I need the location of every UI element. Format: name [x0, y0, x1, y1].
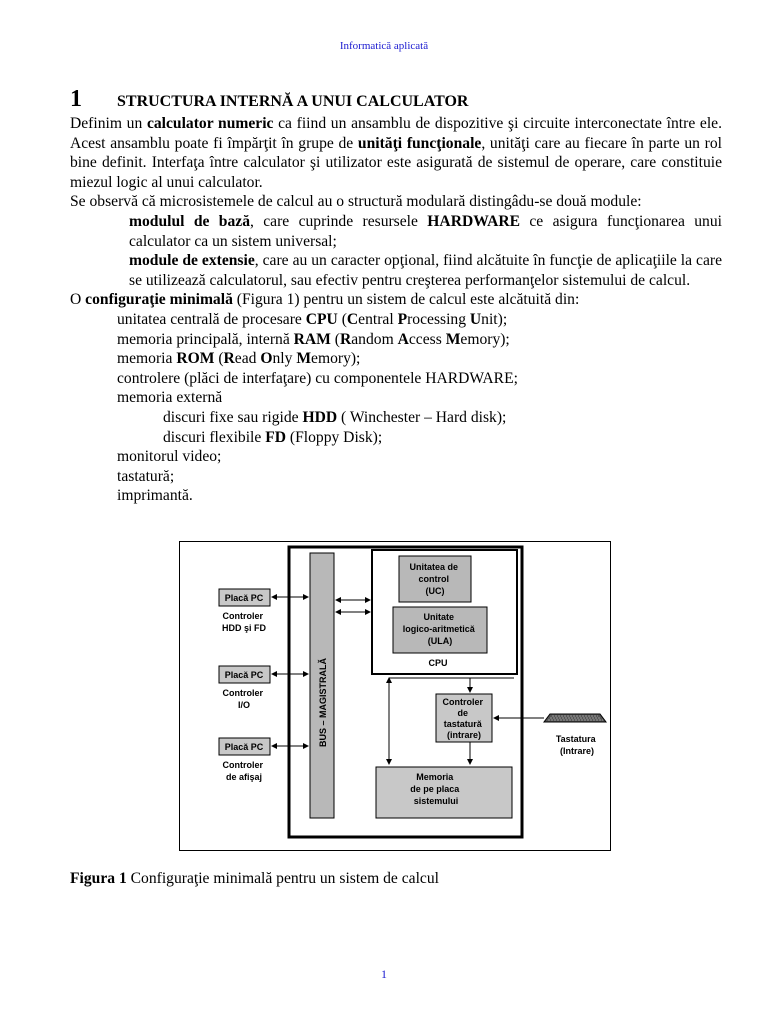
placa-pc-io-label: Placă PC — [224, 670, 264, 680]
kbd-ctrl-label-3: tastatură — [443, 719, 482, 729]
kbd-ctrl-label-4: (intrare) — [446, 730, 482, 740]
list-item-rom: memoria ROM (Read Only Memory); — [117, 350, 361, 368]
memory-label-1: Memoria — [416, 772, 454, 782]
cpu-label: CPU — [428, 658, 448, 668]
figure-caption: Figura 1 Configuraţie minimală pentru un sistem de calcul — [70, 870, 439, 887]
list-item-cpu: unitatea centrală de procesare CPU (Central Processing Unit); — [117, 310, 508, 328]
bus-label: BUS – MAGISTRALĂ — [318, 657, 328, 747]
kbd-ctrl-label-1: Controler — [442, 697, 483, 707]
svg-text:Memoria de pe placa — [410, 772, 462, 806]
list-subitem-fd: discuri flexibile FD (Floppy Disk); — [163, 428, 383, 446]
placa-pc-display-label: Placă PC — [224, 742, 264, 752]
list-item-base-module: modulul de bază, care cuprinde resursele HARDWARE ce asigura funcţionarea unui calculator ca un sistem universal; — [129, 212, 722, 250]
section-title: STRUCTURA INTERNĂ A UNUI CALCULATOR — [117, 93, 469, 110]
running-header: Informatică aplicată — [339, 40, 429, 52]
list-item-extension-module: module de extensie, care au un caracter opţional, fiind alcătuite în funcţie de aplicaţiile la care se utilizează calculatorul, sau efectiv pentru creşterea performanţelor sistemului de calcul. — [129, 252, 722, 289]
ctrl-display-label-2: de afişaj — [225, 772, 263, 782]
section-heading — [70, 86, 722, 114]
ula-label-3: (ULA) — [427, 636, 453, 646]
list-item-printer: imprimantă. — [117, 487, 193, 505]
list-item-keyboard: tastatură; — [117, 467, 175, 485]
uc-label-1: Unitatea de — [409, 562, 458, 572]
svg-text:Controler I/O — [222, 688, 265, 710]
svg-text:Tastatura (Intrare) — [556, 734, 598, 756]
document-body — [70, 86, 722, 506]
memory-label-2: de pe placa — [410, 784, 460, 794]
svg-text:Controler de afişaj — [222, 760, 265, 782]
page-number: 1 — [381, 967, 387, 981]
figure-1-diagram — [179, 541, 611, 851]
section-number: 1 — [70, 86, 82, 112]
list-item-external-memory: memoria externă — [117, 389, 223, 407]
keyboard-label-2: (Intrare) — [559, 746, 595, 756]
ula-label-2: logico-aritmetică — [402, 624, 475, 634]
paragraph-definition: Definim un calculator numeric ca fiind un ansamblu de dispozitive şi circuite interconectate între ele. Acest ansamblu poate fi împărţit în grupe de unităţi funcţionale, unităţi care au fiecare în parte un rol bine definit. Interfaţa între calculator şi utilizator este asigurată de sistemul de operare, care constituie miezul logic al unui calculator. — [70, 115, 722, 191]
uc-label-2: control — [418, 574, 449, 584]
list-item-controllers: controlere (plăci de interfaţare) cu componentele HARDWARE; — [117, 369, 518, 387]
ctrl-hdd-label-2: HDD şi FD — [221, 623, 267, 633]
list-item-ram: memoria principală, internă RAM (Random Access Memory); — [117, 330, 510, 348]
placa-pc-hdd-label: Placă PC — [224, 593, 264, 603]
keyboard-icon — [544, 714, 606, 722]
ctrl-hdd-label-1: Controler — [222, 611, 263, 621]
list-item-monitor: monitorul video; — [117, 448, 222, 466]
ctrl-io-label-2: I/O — [237, 700, 251, 710]
paragraph-modules-intro: Se observă că microsistemele de calcul au o structură modulară distingâdu-se două module: — [70, 193, 642, 211]
keyboard-label-1: Tastatura — [555, 734, 596, 744]
ula-label-1: Unitate — [423, 612, 454, 622]
svg-text:Controler de tasta — [442, 697, 485, 740]
paragraph-minimal-config: O configuraţie minimală (Figura 1) pentru un sistem de calcul este alcătuită din: — [70, 291, 580, 309]
memory-label-3: sistemului — [413, 796, 459, 806]
svg-text:Controler HDD şi FD — [222, 611, 267, 633]
kbd-ctrl-label-2: de — [457, 708, 468, 718]
ctrl-io-label-1: Controler — [222, 688, 263, 698]
list-subitem-hdd: discuri fixe sau rigide HDD ( Winchester – Hard disk); — [163, 408, 507, 426]
uc-label-3: (UC) — [425, 586, 445, 596]
ctrl-display-label-1: Controler — [222, 760, 263, 770]
